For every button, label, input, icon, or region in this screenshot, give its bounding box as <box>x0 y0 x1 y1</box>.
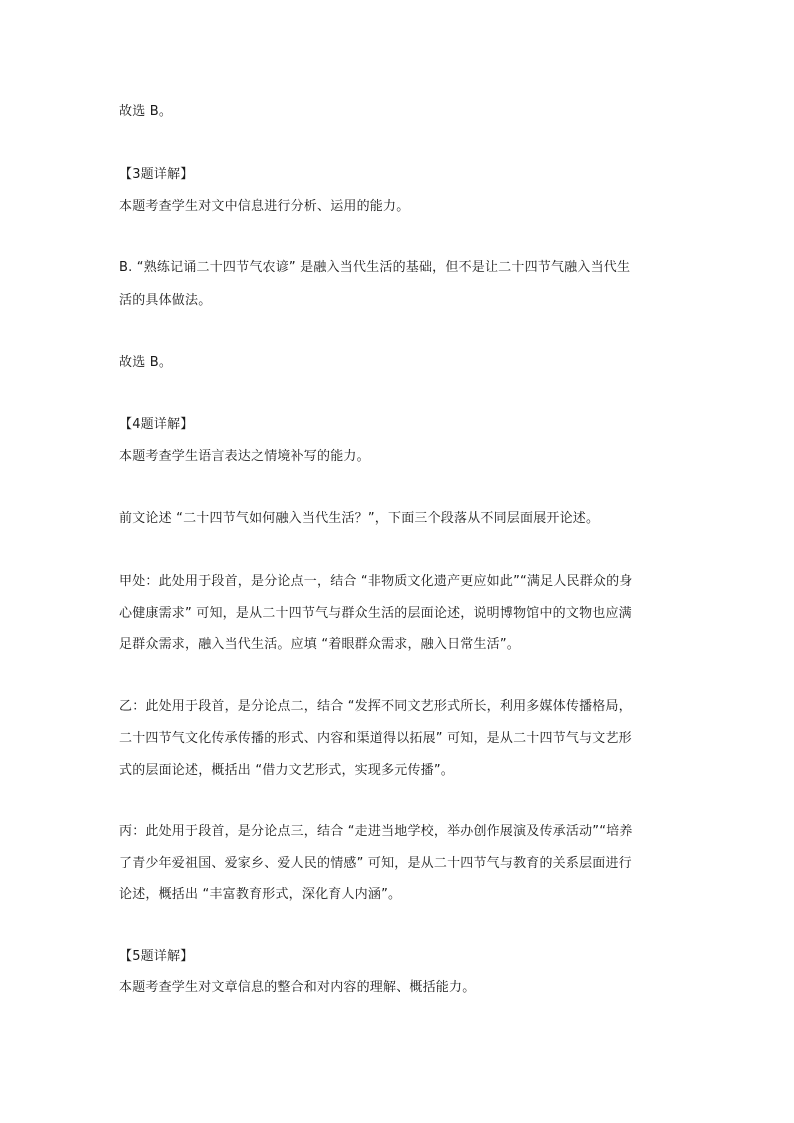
q5-intro-line: 本题考查学生对文章信息的整合和对内容的理解、概括能力。 <box>119 980 476 995</box>
q4-heading: 【4题详解】 <box>119 417 194 432</box>
q4-bing-line-3: 论述，概括出 “丰富教育形式，深化育人内涵”。 <box>119 887 402 902</box>
q3-analysis-line-2: 活的具体做法。 <box>119 293 212 308</box>
answer-choice-line: 故选 B。 <box>119 104 173 119</box>
q4-bing-line-1: 丙：此处用于段首，是分论点三，结合 “走进当地学校，举办创作展演及传承活动”“培养 <box>119 824 633 839</box>
answer-choice-line-2: 故选 B。 <box>119 355 173 370</box>
q3-intro-line: 本题考查学生对文中信息进行分析、运用的能力。 <box>119 199 410 214</box>
q3-heading: 【3题详解】 <box>119 167 194 182</box>
q4-context-line: 前文论述 “二十四节气如何融入当代生活？”，下面三个段落从不同层面展开论述。 <box>119 511 600 526</box>
q4-intro-line: 本题考查学生语言表达之情境补写的能力。 <box>119 449 370 464</box>
q4-yi-line-3: 式的层面论述，概括出 “借力文艺形式，实现多元传播”。 <box>119 763 455 778</box>
q3-analysis-line-1: B. “熟练记诵二十四节气农谚” 是融入当代生活的基础，但不是让二十四节气融入当代生 <box>119 260 631 275</box>
q4-jia-line-1: 甲处：此处用于段首，是分论点一，结合 “非物质文化遗产更应如此”“满足人民群众的身 <box>119 574 633 589</box>
q4-bing-line-2: 了青少年爱祖国、爱家乡、爱人民的情感” 可知，是从二十四节气与教育的关系层面进行 <box>119 856 632 871</box>
q4-yi-line-1: 乙：此处用于段首，是分论点二，结合 “发挥不同文艺形式所长，利用多媒体传播格局， <box>119 699 632 714</box>
q4-jia-line-2: 心健康需求” 可知，是从二十四节气与群众生活的层面论述，说明博物馆中的文物也应满 <box>119 606 632 621</box>
q5-heading: 【5题详解】 <box>119 949 194 964</box>
q4-yi-line-2: 二十四节气文化传承传播的形式、内容和渠道得以拓展” 可知，是从二十四节气与文艺形 <box>119 731 632 746</box>
q4-jia-line-3: 足群众需求，融入当代生活。应填 “着眼群众需求，融入日常生活”。 <box>119 637 521 652</box>
